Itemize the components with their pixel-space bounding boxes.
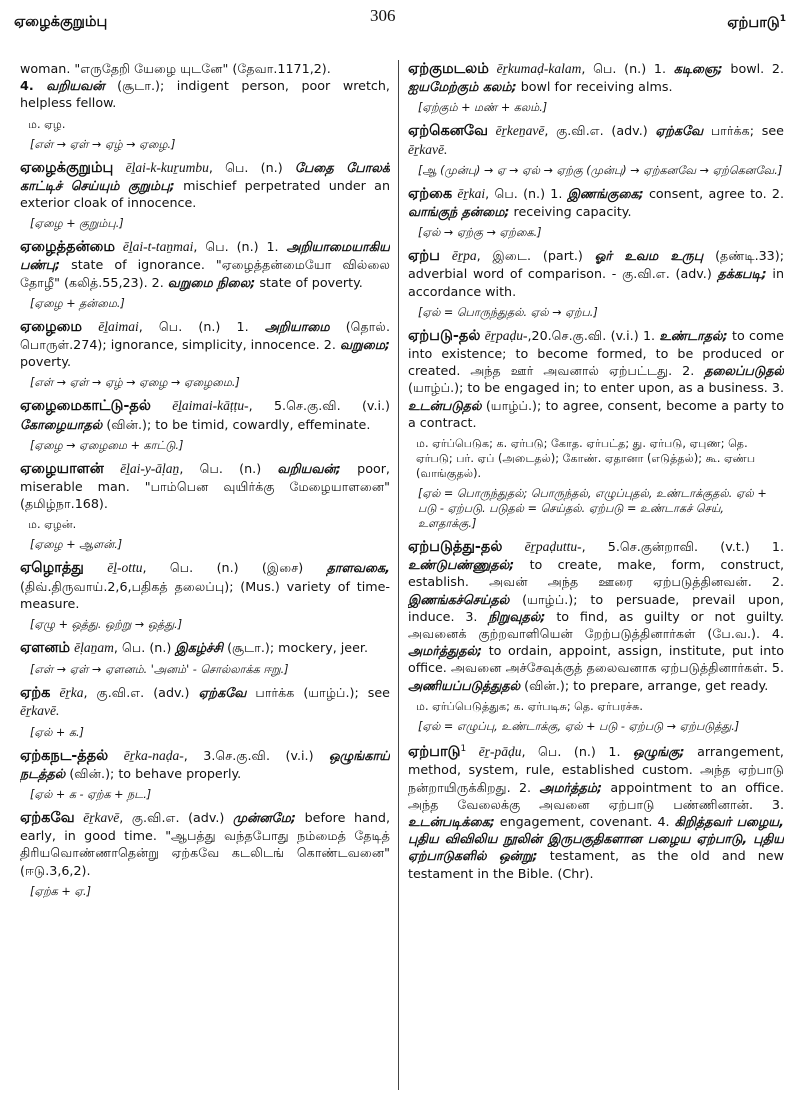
etymology: [எள் → ஏள் → ஏழ் → ஏழை → ஏழைமை.] [30,376,240,390]
page-header [14,6,786,40]
cognates: ம. ஏர்ப்பெடுக; க. ஏர்படு; கோத. ஏர்பட்த; து. ஏர்படு, ஏபுண; தெ. ஏர்படு; பர். ஏப் (அடைதல்); கோண். ஏதானா (எடுத்தல்); கூ. ஏண்ப (வாங்குதல்). [416,437,756,481]
entry: ஏற்குமடலம் ēṟkumaḍ-kalam, பெ. (n.) 1. கடிஞை; bowl. 2. ஐயமேற்கும் கலம்; bowl for receiving alms. [408,61,784,95]
header-last-word: ஏற்பாடு$^1$ [727,13,786,31]
entry: ஏற்படு-தல் ēṟpaḍu-,20.செ.கு.வி. (v.i.) 1. உண்டாதல்; to come into existence; to become formed, to be produced or created. அந்த ஊர் அவனால் ஏற்பட்டது. 2. தலைப்படுதல் (யாழ்ப்.); to be engaged in; to enter upon, as a business. 3. உடன்படுதல் (யாழ்ப்.); to agree, consent, become a party to a contract. [408,327,784,430]
headword: ஏற்குமடலம் [408,61,489,77]
headword: ஏழொத்து [20,560,84,577]
headword: ஏற்கை [408,185,453,202]
etymology: [ஏல் = எழுப்பு, உண்டாக்கு, ஏல் + படு - ஏற்படு → ஏற்படுத்து.] [418,719,740,733]
headword: ஏற்க [20,685,51,702]
headword: ஏற்கெனவே [408,123,488,140]
headword: ஏழைமை [20,318,83,335]
entry: ஏற்கெனவே ēṟkeṉavē, கு.வி.எ. (adv.) ஏற்கவே பார்க்க; see ēṟkavē. [408,123,784,157]
entry: ஏழையாளன் ēḻai-y-āḷaṉ, பெ. (n.) வறியவன்; poor, miserable man. "பாம்பென வுயிர்க்கு மேழையாளனை" (தமிழ்நா.168). [20,460,390,512]
page-number: 306 [370,6,396,25]
headword: ஏழைத்தன்மை [20,239,116,256]
cognates: ம. ஏர்ப்பெடுத்துக; க. ஏர்படிசு; தெ. ஏர்பரச்சு. [416,699,643,713]
etymology: [ஏல் + க.] [30,725,84,739]
column-divider [398,60,399,1090]
etymology: [ஏல் + க - ஏற்க + நட.] [30,788,152,802]
etymology: [எள் → ஏள் → ஏளனம். 'அனம்' - சொல்லாக்க ஈறு.] [30,663,289,677]
etymology: [ஏற்கும் + மண் + கலம்.] [418,101,548,115]
etymology: [ஏழை → ஏழைமை + காட்டு.] [30,438,184,452]
entry-continuation: woman. "எருதேறி யேழை யுடனே" (தேவா.1171,2). 4. வறியவன் (சூடா.); indigent person, poor wretch, helpless fellow. [20,61,390,111]
headword: ஏற்படு-தல் [408,327,481,344]
headword: ஏற்கவே [20,810,75,827]
entry: ஏற்படுத்து-தல் ēṟpaḍuttu-, 5.செ.குன்றாவி. (v.t.) 1. உண்டுபண்ணுதல்; to create, make, form, construct, establish. அவன் அந்த ஊரை ஏற்படுத்தினவன். 2. இணங்கச்செய்தல் (யாழ்ப்.); to persuade, prevail upon, induce. 3. நிறுவுதல்; to find, as guilty or not guilty. அவனைக் குற்றவாளியென் றேற்படுத்தினார்கள் (பே.வ.). 4. அமர்த்துதல்; to ordain, appoint, assign, institute, put into office. அவனை அச்சேவுக்குத் தலைவனாக ஏற்படுத்தினார்கள். 5. அணியப்படுத்துதல் (வின்.); to prepare, arrange, get ready. [408,539,784,693]
left-column [20,60,390,1090]
etymology: [ஏல் = பொருந்துதல். ஏல் → ஏற்ப.] [418,305,598,319]
entry: ஏற்பாடு$^1$ ēṟ-pāḍu, பெ. (n.) 1. ஒழுங்கு; arrangement, method, system, rule, established custom. அந்த ஏற்பாடு நன்றாயிருக்கிறது. 2. அமர்த்தம்; appointment to an office. அந்த வேலைக்கு அவனை ஏற்பாடு பண்ணினான். 3. உடன்படிக்கை; engagement, covenant. 4. கிறித்தவர் பழைய, புதிய விவிலிய நூலின் இருபகுதிகளான பழைய ஏற்பாடு, புதிய ஏற்பாடுகளில் ஒன்று; testament, as the old and new testament in the Bible. (Chr). [408,743,784,881]
cognates: ம. ஏழன். [28,518,77,532]
entry: ஏழைக்குறும்பு ēḻai-k-kuṟumbu, பெ. (n.) பேதை போலக் காட்டிச் செய்யும் குறும்பு; mischief perpetrated under an exterior cloak of innocence. [20,159,390,211]
entry: ஏழைமை ēḻaimai, பெ. (n.) 1. அறியாமை (தொல். பொருள்.274); ignorance, simplicity, innocence. 2. வறுமை; poverty. [20,318,390,370]
headword: ஏளனம் [20,640,71,657]
entry: ஏழைமைகாட்டு-தல் ēḻaimai-kāṭṭu-, 5.செ.கு.வி. (v.i.) கோழையாதல் (வின்.); to be timid, cowardly, effeminate. [20,398,390,432]
etymology: [ஏற்க + ஏ.] [30,884,91,898]
entry: ஏழொத்து ēḻ-ottu, பெ. (n.) (இசை) தாளவகை, (திவ்.திருவாய்.2,6,பதிகத் தலைப்பு); (Mus.) variety of time-measure. [20,560,390,611]
etymology: [ஏல் = பொருந்துதல்; பொருந்தல், எழுப்புதல், உண்டாக்குதல். ஏல் + படு - ஏற்படு. படுதல் = செய்தல். ஏற்படு = உண்டாகச் செய், உளதாக்கு.] [418,487,767,531]
right-column [408,60,784,1090]
etymology: [ஏழை + குறும்பு.] [30,217,124,231]
etymology: [ஏழு + ஒத்து. ஒற்று → ஒத்து.] [30,618,183,632]
headword: ஏற்ப [408,248,440,265]
headword: ஏழையாளன் [20,460,104,477]
headword: ஏற்படுத்து-தல் [408,539,503,556]
entry: ஏற்கை ēṟkai, பெ. (n.) 1. இணங்குகை; consent, agree to. 2. வாங்குந் தன்மை; receiving capacity. [408,185,784,220]
entry: ஏற்க ēṟka, கு.வி.எ. (adv.) ஏற்கவே பார்க்க (யாழ்ப்.); see ēṟkavē. [20,685,390,719]
etymology: [ஆ (முன்பு) → ஏ → ஏல் → ஏற்கு (முன்பு) → ஏற்கனவே → ஏற்கெனவே.] [418,163,783,177]
entry: ஏற்கநட-த்தல் ēṟka-naḍa-, 3.செ.கு.வி. (v.i.) ஒழுங்காய் நடத்தல் (வின்.); to behave properly. [20,747,390,781]
etymology: [ஏழை + தன்மை.] [30,296,125,310]
entry: ஏழைத்தன்மை ēḻai-t-taṉmai, பெ. (n.) 1. அறியாமையாகிய பண்பு; state of ignorance. "ஏழைத்தன்மையோ வில்லை தோழீ" (கலித்.55,23). 2. வறுமை நிலை; state of poverty. [20,239,390,290]
etymology: [எள் → ஏள் → ஏழ் → ஏழை.] [30,137,176,151]
etymology: [ஏல் → ஏற்கு → ஏற்கை.] [418,226,542,240]
cognates: ம. ஏழ. [28,117,66,131]
entry: ஏற்ப ēṟpa, இடை. (part.) ஓர் உவம உருபு (தண்டி.33); adverbial word of comparison. - கு.வி.எ. (adv.) தக்கபடி; in accordance with. [408,248,784,299]
headword: ஏழைக்குறும்பு [20,159,114,176]
header-first-word: ஏழைக்குறும்பு [14,14,108,30]
headword: ஏற்கநட-த்தல் [20,747,109,764]
headword: ஏழைமைகாட்டு-தல் [20,398,151,415]
etymology: [ஏழை + ஆளன்.] [30,538,123,552]
entry: ஏற்கவே ēṟkavē, கு.வி.எ. (adv.) முன்னமே; before hand, early, in good time. "ஆபத்து வந்தபோது நம்மைத் தேடித் திரியவொண்ணாதென்று ஏற்கவே கடலிடங் கொண்டவனை" (ஈடு.3,6,2). [20,810,390,878]
headword: ஏற்பாடு [408,744,461,761]
entry: ஏளனம் ēḷaṉam, பெ. (n.) இகழ்ச்சி (சூடா.); mockery, jeer. [20,640,368,657]
